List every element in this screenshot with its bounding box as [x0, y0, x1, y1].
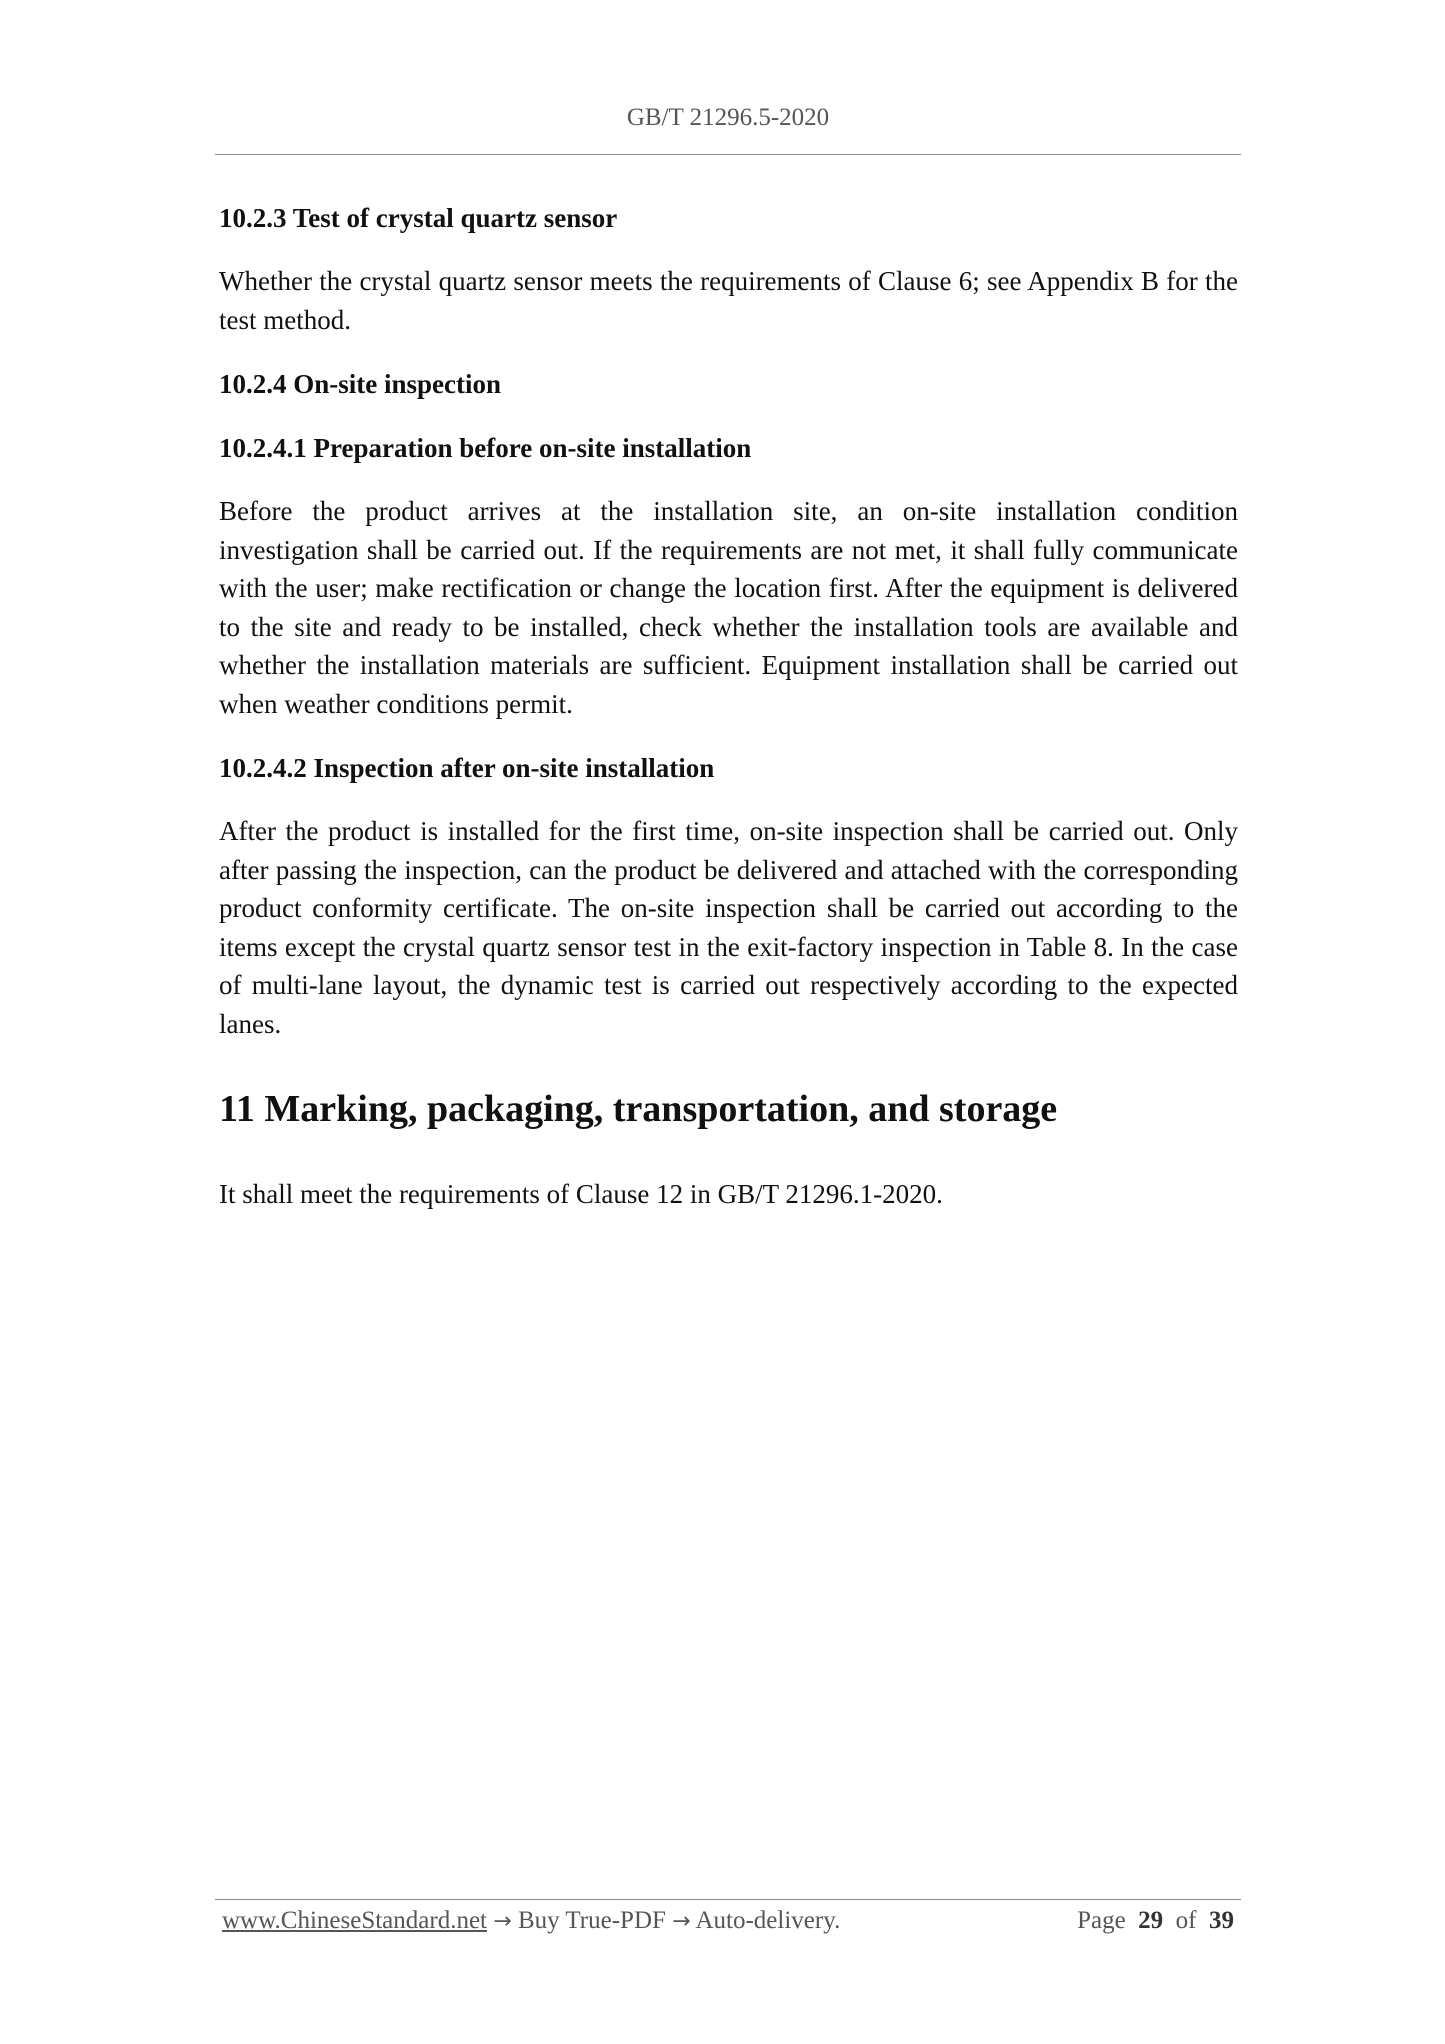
- section-paragraph: Whether the crystal quartz sensor meets the requirements of Clause 6; see Appendix B for the test method.: [219, 266, 1238, 335]
- chapter-heading: 11 Marking, packaging, transportation, and storage: [219, 1088, 1058, 1130]
- delivery-text: Auto-delivery.: [695, 1907, 841, 1934]
- document-body: [219, 198, 1238, 1239]
- website-link[interactable]: www.ChineseStandard.net: [222, 1907, 487, 1934]
- header-divider: [215, 154, 1241, 155]
- section-heading: 10.2.4 On-site inspection: [219, 369, 502, 399]
- section-heading: 10.2.4.1 Preparation before on-site installation: [219, 433, 752, 463]
- footer-promo: [222, 1904, 840, 1939]
- chapter-paragraph: It shall meet the requirements of Clause 12 in GB/T 21296.1-2020.: [219, 1179, 943, 1209]
- page-indicator: [1077, 1904, 1234, 1938]
- total-pages: 39: [1209, 1907, 1234, 1934]
- section-heading: 10.2.4.2 Inspection after on-site installation: [219, 753, 715, 783]
- arrow-right-icon: →: [493, 1909, 512, 1934]
- buy-text: Buy True-PDF: [517, 1907, 666, 1934]
- footer-divider: [215, 1899, 1241, 1900]
- of-label: of: [1175, 1907, 1197, 1934]
- page-label: Page: [1077, 1907, 1126, 1934]
- page-header: [215, 104, 1241, 132]
- section-paragraph: Before the product arrives at the installation site, an on-site installation condition investigation shall be carried out. If the requirements are not met, it shall fully communicate with the user; make rectification or change the location first. After the equipment is delivered to the site and ready to be installed, check whether the installation tools are available and whether the installation materials are sufficient. Equipment installation shall be carried out when weather conditions permit.: [219, 496, 1238, 719]
- standard-code: GB/T 21296.5-2020: [626, 104, 830, 131]
- arrow-right-icon: →: [672, 1909, 691, 1934]
- section-paragraph: After the product is installed for the first time, on-site inspection shall be carried out. Only after passing the inspection, can the product be delivered and attached with the corresponding product conformity certificate. The on-site inspection shall be carried out according to the items except the crystal quartz sensor test in the exit-factory inspection in Table 8. In the case of multi-lane layout, the dynamic test is carried out respectively according to the expected lanes.: [219, 816, 1238, 1039]
- page-number: 29: [1138, 1907, 1164, 1934]
- section-heading: 10.2.3 Test of crystal quartz sensor: [219, 203, 618, 233]
